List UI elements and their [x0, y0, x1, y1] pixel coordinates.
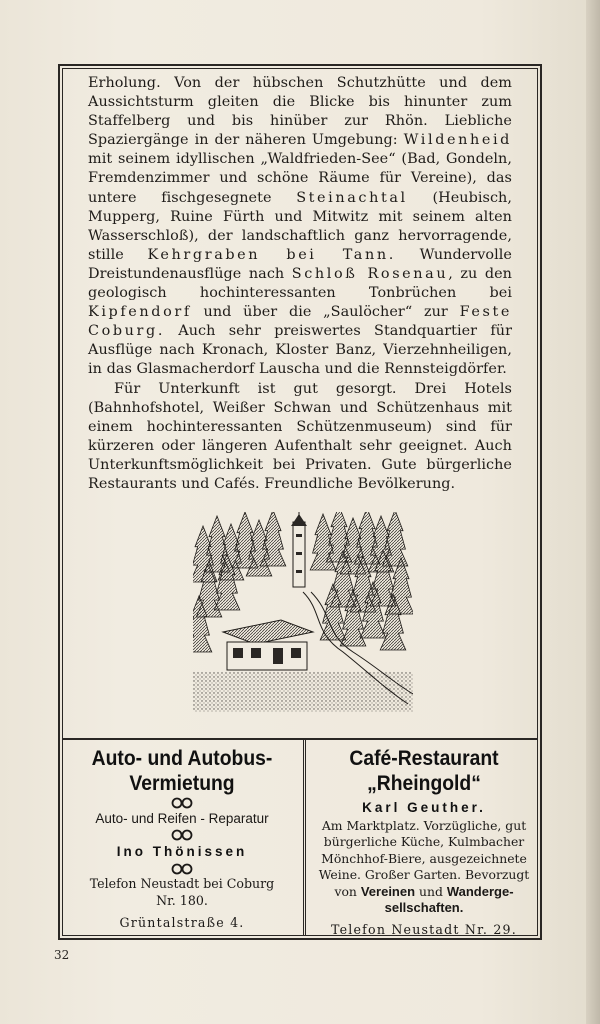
ad-right-description: [310, 818, 538, 916]
desc-line: Am Marktplatz. Vorzügliche, gut: [321, 818, 527, 833]
paragraph-1: [88, 74, 512, 380]
text-segment: (Heubisch, Mupperg, Ruine Fürth und Mitwitz mit seinem alten Wasserschloß), der landschaftlich ganz hervorragende, stille: [88, 189, 512, 263]
desc-line: [310, 900, 538, 916]
desc-line: Mönchhof-Biere, ausgezeichnete: [321, 850, 527, 866]
ad-right-title-2: „Rheingold“: [367, 772, 481, 795]
ad-left-title-1: Auto- und Autobus-: [91, 747, 273, 770]
paragraph-2: Für Unterkunft ist gut gesorgt. Drei Hotels (Bahnhofshotel, Weißer Schwan und Schützenhaus mit einem hochinteressanten Schützenmuseum) sind für kürzeren oder längeren Aufenthalt sehr geeignet. Auch Unterkunftsmöglichkeit bei Privaten. Gute bürgerliche Restaurants und Cafés. Freundliche Bevölkerung.: [88, 380, 512, 492]
ad-left-phone-2: Nr. 180.: [156, 892, 208, 908]
ad-left-phone-1: Telefon Neustadt bei Coburg: [89, 876, 275, 891]
ad-left-owner: Ino Thönissen: [116, 844, 248, 859]
desc-text: und: [415, 883, 447, 899]
desc-bold: sellschaften.: [384, 900, 464, 916]
spaced-place-name: Feste Coburg.: [88, 304, 512, 340]
spaced-place-name: Kipfendorf: [88, 304, 192, 321]
main-text-block: [88, 74, 512, 494]
desc-bold: Wanderge-: [446, 883, 514, 899]
text-segment: und über die „Saulöcher“ zur: [191, 304, 460, 321]
page-number: 32: [54, 948, 70, 962]
ad-cafe-rheingold: [310, 746, 538, 939]
page-spine-shadow: [586, 0, 600, 1024]
forest-hut-tower-illustration: [193, 512, 413, 712]
ornament-icon: [169, 828, 195, 842]
ornament-icon: [169, 862, 195, 876]
text-segment: Wundervolle Dreistundenausflüge nach: [88, 246, 512, 282]
desc-text: von: [334, 883, 361, 899]
spaced-place-name: Steinachtal: [296, 189, 408, 206]
ad-left-title-2: Vermietung: [129, 772, 235, 795]
ad-divider: [303, 740, 306, 936]
spaced-place-name: Schloß Rosenau: [291, 265, 449, 282]
ad-right-owner: Karl Geuther.: [362, 800, 486, 815]
desc-bold: Vereinen: [360, 883, 416, 899]
text-segment: mit seinem idyllischen „Waldfrieden-See“ (Bad, Gondeln, Fremdenzimmer und schöne Räume für Vereine), das untere fischgesegnete: [88, 151, 512, 206]
ornament-icon: [169, 796, 195, 810]
spaced-place-name: Wildenheid: [403, 132, 512, 149]
ad-left-services: Auto- und Reifen - Reparatur: [95, 811, 269, 826]
text-segment: Erholung. Von der hübschen Schutzhütte und dem Aussichtsturm gleiten die Blicke bis hinunter zum Staffelberg und bis hinüber zur Rhön. Liebliche Spaziergänge in der näheren Umgebung:: [88, 75, 512, 149]
ad-right-phone: Telefon Neustadt Nr. 29.: [331, 922, 517, 938]
desc-line: [310, 884, 538, 900]
ad-right-title-1: Café-Restaurant: [349, 747, 499, 770]
ad-auto-rental: [64, 746, 300, 932]
desc-line: bürgerliche Küche, Kulmbacher: [323, 834, 525, 850]
text-segment: Auch sehr preiswertes Standquartier für Ausflüge nach Kronach, Kloster Banz, Vierzehnheiligen, in das Glasmacherdorf Lauscha und die Rennsteigdörfer.: [88, 323, 512, 378]
ad-left-address: Grüntalstraße 4.: [119, 915, 245, 930]
spaced-place-name: Kehrgraben bei Tann.: [147, 246, 396, 263]
text-segment: , zu den geologisch hochinteressanten Tonbrüchen bei: [88, 265, 512, 302]
desc-line: Weine. Großer Garten. Bevorzugt: [318, 867, 530, 883]
